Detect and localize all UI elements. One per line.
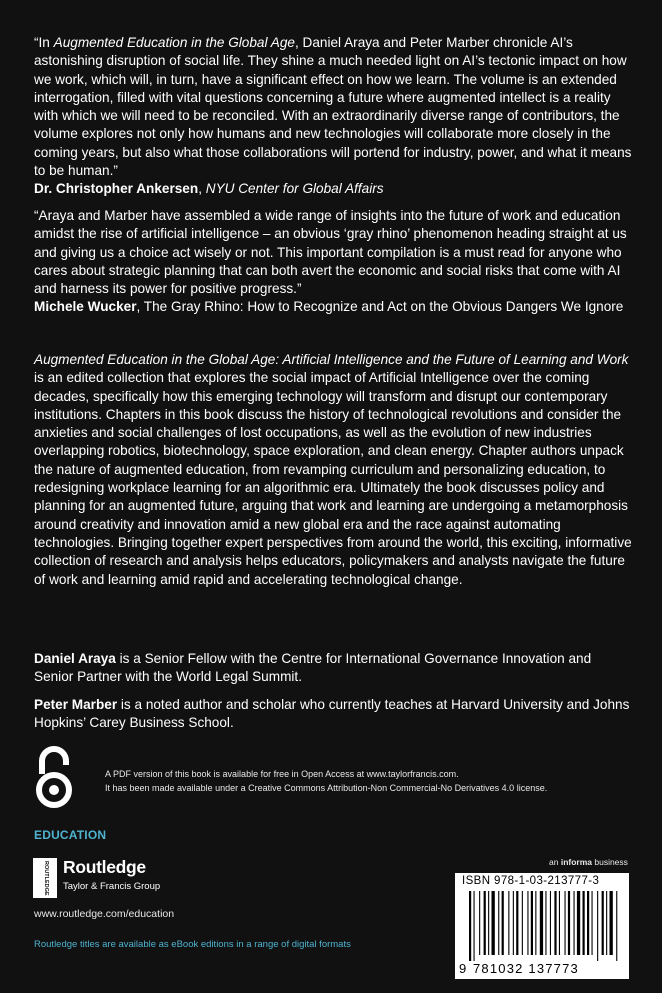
barcode-bar bbox=[469, 891, 471, 961]
description-body: is an edited collection that explores the social impact of Artificial Intelligence over the coming decades, specifically how this emerging technology will transform and disrupt our contemporary institutions. Chapters in this book discuss the history of technological revolutions and consider the anxieties and social challenges of lost occupations, as well as the evolution of new industries overlapping robotics, biotechnology, space exploration, and clean energy. Chapter authors unpack the nature of augmented education, from revamping curriculum and personalizing education, to redesigning workplace learning for an algorithmic era. Ultimately the book discusses policy and planning for an augmented future, arguing that work and learning are undergoing a metamorphosis around creativity and innovation amid a new global era and the race against automating technologies. Bringing together expert perspectives from around the world, this exciting, informative collection of research and analysis helps educators, policymakers and analysts navigate the future of work and learning amid rapid and accelerating technological change. bbox=[34, 370, 632, 587]
barcode-bar bbox=[540, 891, 543, 955]
barcode-bar bbox=[508, 891, 509, 955]
endorser-affiliation: , The Gray Rhino: How to Recognize and Act on the Obvious Dangers We Ignore bbox=[136, 299, 624, 315]
barcode-bar bbox=[583, 891, 585, 955]
barcode-bar bbox=[592, 891, 593, 955]
endorser-name: Dr. Christopher Ankersen bbox=[34, 181, 199, 197]
barcode-bar bbox=[610, 891, 613, 955]
barcode-bar bbox=[606, 891, 607, 955]
endorsement-2-quote: “Araya and Marber have assembled a wide range of insights into the future of work and education amidst the rise of artificial intelligence – an obvious ‘gray rhino’ phenomenon heading straight at us and giving us a choice act wisely or not. This important compilation is a must read for anyone who cares about strategic planning that can both avert the economic and social risks that come with AI and harness its power for positive progress.” bbox=[34, 208, 627, 297]
publisher-url[interactable]: www.routledge.com/education bbox=[34, 908, 175, 920]
open-access-icon bbox=[33, 744, 75, 810]
barcode-bar bbox=[577, 891, 580, 955]
endorsement-2 bbox=[34, 207, 634, 317]
barcode-bar bbox=[554, 891, 556, 955]
informa-tagline: an informa business bbox=[549, 857, 628, 867]
endorsement-1-quote: “In Augmented Education in the Global Age, Daniel Araya and Peter Marber chronicle AI’s astonishing disruption of social life. They shine a much needed light on AI’s tectonic impact on how we work, which will, in turn, have a significant effect on how we learn. The volume is an extended interrogation, filled with vital questions concerning a future where augmented intellect is a reality with which we will need to be reconciled. With an extraordinarily diverse range of contributors, the volume explores not only how humans and new technologies will collaborate more closely in the coming years, but also what those collaborations will portend for industry, power, and what it means to be human.” bbox=[34, 35, 632, 179]
publisher-name: Routledge bbox=[63, 857, 146, 877]
endorser-name: Michele Wucker bbox=[34, 299, 137, 315]
publisher-group: Taylor & Francis Group bbox=[63, 881, 161, 892]
barcode-bar bbox=[559, 891, 560, 955]
book-description bbox=[34, 351, 634, 589]
endorsement-1-attribution: Dr. Christopher Ankersen, NYU Center for Global Affairs bbox=[34, 181, 384, 197]
barcode-bar bbox=[602, 891, 604, 955]
author-bio-1: Daniel Araya is a Senior Fellow with the Centre for International Governance Innovation and Senior Partner with the World Legal Summit. bbox=[34, 651, 592, 685]
barcode-panel bbox=[455, 873, 629, 979]
barcode-bar bbox=[574, 891, 575, 955]
isbn-label: ISBN 978-1-03-213777-3 bbox=[462, 875, 600, 887]
author-name: Daniel Araya bbox=[34, 651, 116, 666]
author-name: Peter Marber bbox=[34, 697, 118, 712]
ebook-note: Routledge titles are available as eBook editions in a range of digital formats bbox=[34, 939, 351, 950]
barcode-bar bbox=[616, 891, 617, 961]
barcode-bar bbox=[492, 891, 495, 955]
barcode-bar bbox=[565, 891, 566, 955]
barcode-bar bbox=[513, 891, 514, 955]
endorsement-1 bbox=[34, 34, 634, 199]
barcode-bar bbox=[587, 891, 589, 955]
barcode-bar bbox=[502, 891, 504, 955]
endorsement-2-attribution bbox=[34, 298, 634, 316]
barcode-bar bbox=[535, 891, 536, 955]
barcode-bar bbox=[527, 891, 528, 955]
barcode-bar bbox=[522, 891, 523, 955]
barcode-bar bbox=[597, 891, 598, 961]
author-bio-2: Peter Marber is a noted author and scholar who currently teaches at Harvard University and Johns Hopkins’ Carey Business School. bbox=[34, 697, 630, 731]
barcode-digits: 781032 137773 bbox=[473, 961, 579, 976]
barcode-bar bbox=[545, 891, 546, 955]
barcode-bar bbox=[568, 891, 570, 955]
barcode-bar bbox=[531, 891, 533, 955]
barcode-bar bbox=[516, 891, 518, 955]
routledge-logo-icon bbox=[33, 858, 57, 898]
barcode-graphic bbox=[461, 891, 623, 961]
barcode-bar bbox=[484, 891, 486, 955]
book-title: Augmented Education in the Global Age: Artificial Intelligence and the Future of Learning and Work bbox=[34, 352, 629, 367]
barcode-bar bbox=[488, 891, 489, 955]
open-access-notice: A PDF version of this book is available for free in Open Access at www.taylorfrancis.com. It has been made available under a Creative Commons Attribution-Non Commercial-No Derivatives 4.0 license. bbox=[105, 769, 548, 793]
svg-text:ROUTLEDGE: ROUTLEDGE bbox=[43, 861, 49, 896]
barcode-bar bbox=[550, 891, 551, 955]
endorser-affiliation: NYU Center for Global Affairs bbox=[205, 181, 384, 197]
barcode-bar bbox=[479, 891, 480, 955]
barcode-first-digit: 9 bbox=[459, 961, 467, 976]
barcode-bar bbox=[474, 891, 475, 961]
barcode-bar bbox=[498, 891, 499, 955]
quoted-book-title: Augmented Education in the Global Age bbox=[53, 35, 295, 50]
subject-label: EDUCATION bbox=[34, 828, 107, 842]
